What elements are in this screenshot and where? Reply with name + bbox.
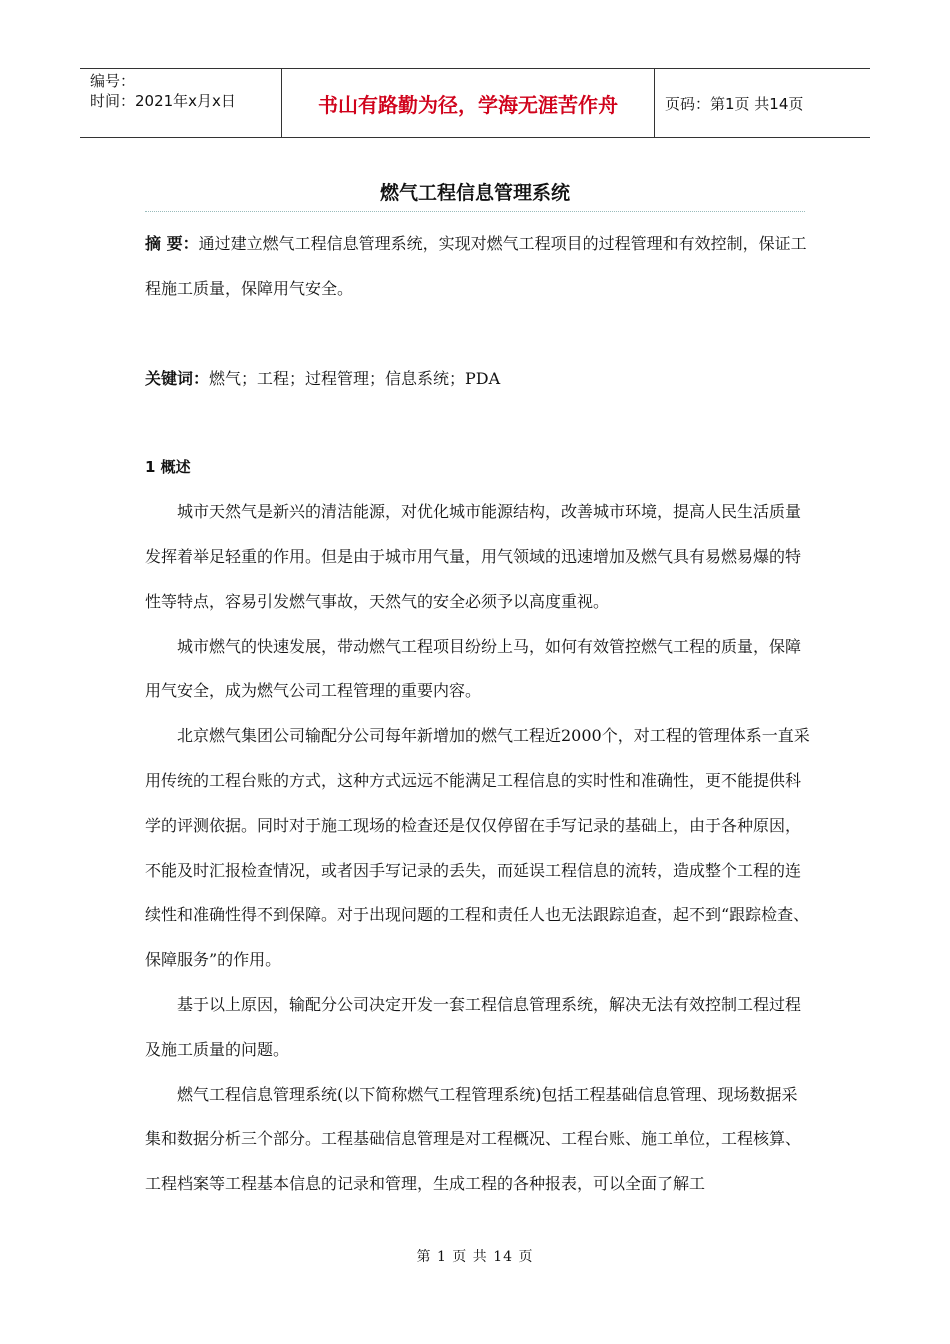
header-meta — [80, 69, 282, 137]
document-title: 燃气工程信息管理系统 — [145, 178, 805, 212]
keywords — [145, 357, 810, 402]
document-body — [145, 222, 810, 1207]
paragraph: 北京燃气集团公司输配分公司每年新增加的燃气工程近2000个，对工程的管理体系一直采用传统的工程台账的方式，这种方式远远不能满足工程信息的实时性和准确性，更不能提供科学的评测依据。同时对于施工现场的检查还是仅仅停留在手写记录的基础上，由于各种原因，不能及时汇报检查情况，或者因手写记录的丢失，而延误工程信息的流转，造成整个工程的连续性和准确性得不到保障。对于出现问题的工程和责任人也无法跟踪追查，起不到“跟踪检查、保障服务”的作用。 — [145, 726, 810, 970]
abstract-label: 摘 要： — [145, 234, 199, 253]
header-page-info: 页码：第1页 共14页 — [665, 94, 804, 113]
number-label: 编号： — [90, 72, 136, 90]
abstract-text: 通过建立燃气工程信息管理系统，实现对燃气工程项目的过程管理和有效控制，保证工程施工质量，保障用气安全。 — [145, 234, 807, 298]
header-motto: 书山有路勤为径，学海无涯苦作舟 — [282, 69, 655, 137]
paragraph: 燃气工程信息管理系统(以下简称燃气工程管理系统)包括工程基础信息管理、现场数据采集和数据分析三个部分。工程基础信息管理是对工程概况、工程台账、施工单位，工程核算、工程档案等工程基本信息的记录和管理，生成工程的各种报表，可以全面了解工 — [145, 1084, 802, 1194]
time-label: 时间：2021年x月x日 — [90, 92, 236, 110]
abstract — [145, 222, 810, 312]
paragraph: 城市燃气的快速发展，带动燃气工程项目纷纷上马，如何有效管控燃气工程的质量，保障用气安全，成为燃气公司工程管理的重要内容。 — [145, 636, 802, 701]
keywords-label: 关键词： — [145, 368, 210, 388]
document-header — [80, 68, 870, 138]
paragraph: 城市天然气是新兴的清洁能源，对优化城市能源结构，改善城市环境，提高人民生活质量发挥着举足轻重的作用。但是由于城市用气量，用气领域的迅速增加及燃气具有易燃易爆的特性等特点，容易引发燃气事故，天然气的安全必须予以高度重视。 — [145, 502, 802, 611]
keywords-text: 燃气；工程；过程管理；信息系统；PDA — [209, 368, 501, 388]
section-heading: 1 概述 — [145, 458, 191, 477]
page-footer: 第 1 页 共 14 页 — [416, 1249, 534, 1265]
paragraph: 基于以上原因，输配分公司决定开发一套工程信息管理系统，解决无法有效控制工程过程及施工质量的问题。 — [145, 994, 802, 1059]
